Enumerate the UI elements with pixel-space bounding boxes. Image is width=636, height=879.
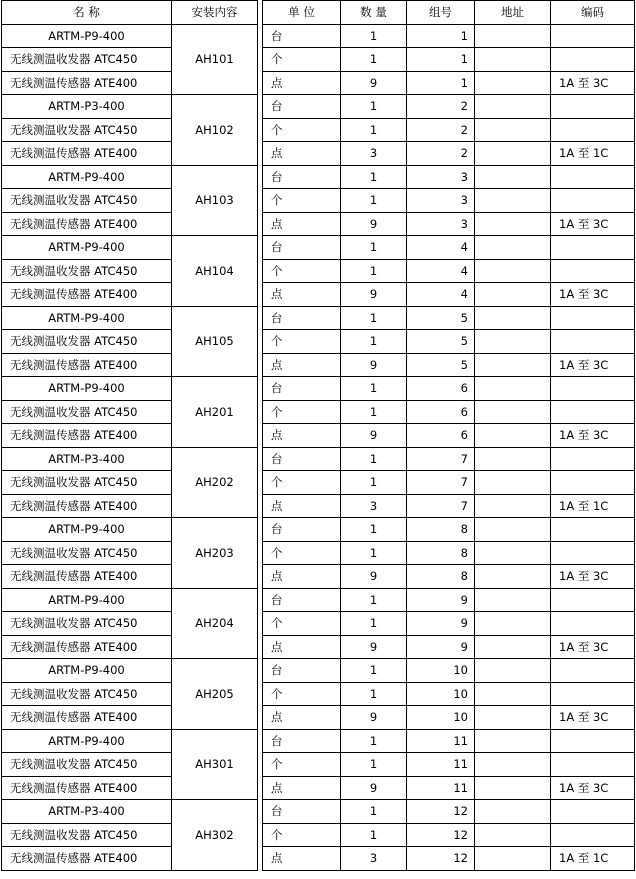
qty-cell: 1 xyxy=(341,236,407,260)
group-cell: 2 xyxy=(407,142,475,166)
code-cell: 1A 至 1C xyxy=(551,142,635,166)
code-cell xyxy=(551,259,635,283)
group-cell: 10 xyxy=(407,659,475,683)
address-cell xyxy=(475,377,551,401)
group-cell: 11 xyxy=(407,729,475,753)
code-cell xyxy=(551,729,635,753)
group-cell: 5 xyxy=(407,330,475,354)
code-cell: 1A 至 3C xyxy=(551,283,635,307)
code-cell xyxy=(551,753,635,777)
code-cell xyxy=(551,165,635,189)
unit-cell: 个 xyxy=(263,541,341,565)
table-row xyxy=(2,729,258,753)
qty-cell: 1 xyxy=(341,729,407,753)
unit-cell: 点 xyxy=(263,565,341,589)
group-cell: 12 xyxy=(407,800,475,824)
group-cell: 6 xyxy=(407,424,475,448)
address-cell xyxy=(475,283,551,307)
item-name-cell: 无线测温收发器 ATC450 xyxy=(2,48,172,72)
address-cell xyxy=(475,588,551,612)
code-cell xyxy=(551,823,635,847)
qty-cell: 1 xyxy=(341,682,407,706)
address-cell xyxy=(475,847,551,871)
table-row xyxy=(2,659,258,683)
qty-cell: 1 xyxy=(341,588,407,612)
item-name-cell: 无线测温传感器 ATE400 xyxy=(2,424,172,448)
install-location-cell: AH202 xyxy=(172,447,258,518)
table-row xyxy=(263,800,635,824)
item-name-cell: 无线测温收发器 ATC450 xyxy=(2,259,172,283)
code-cell: 1A 至 3C xyxy=(551,635,635,659)
address-cell xyxy=(475,118,551,142)
address-cell xyxy=(475,565,551,589)
code-cell xyxy=(551,541,635,565)
code-cell xyxy=(551,518,635,542)
unit-cell: 个 xyxy=(263,330,341,354)
table-row xyxy=(263,729,635,753)
address-cell xyxy=(475,541,551,565)
item-name-cell: 无线测温收发器 ATC450 xyxy=(2,400,172,424)
table-row xyxy=(2,800,258,824)
code-cell xyxy=(551,612,635,636)
address-cell xyxy=(475,800,551,824)
install-location-cell: AH103 xyxy=(172,165,258,236)
group-cell: 4 xyxy=(407,259,475,283)
table-row xyxy=(2,377,258,401)
unit-cell: 台 xyxy=(263,377,341,401)
group-cell: 9 xyxy=(407,588,475,612)
install-location-cell: AH201 xyxy=(172,377,258,448)
detail-table xyxy=(262,0,635,871)
install-location-cell: AH101 xyxy=(172,24,258,95)
unit-cell: 台 xyxy=(263,306,341,330)
header-unit: 单 位 xyxy=(263,1,341,25)
group-cell: 8 xyxy=(407,541,475,565)
unit-cell: 台 xyxy=(263,447,341,471)
unit-cell: 台 xyxy=(263,24,341,48)
address-cell xyxy=(475,353,551,377)
qty-cell: 1 xyxy=(341,95,407,119)
header-name: 名 称 xyxy=(2,1,172,25)
item-name-cell: ARTM-P9-400 xyxy=(2,306,172,330)
unit-cell: 点 xyxy=(263,847,341,871)
code-cell xyxy=(551,471,635,495)
unit-cell: 台 xyxy=(263,518,341,542)
item-name-cell: 无线测温传感器 ATE400 xyxy=(2,71,172,95)
unit-cell: 台 xyxy=(263,800,341,824)
group-cell: 12 xyxy=(407,847,475,871)
table-row xyxy=(263,494,635,518)
address-cell xyxy=(475,494,551,518)
qty-cell: 1 xyxy=(341,165,407,189)
address-cell xyxy=(475,400,551,424)
unit-cell: 点 xyxy=(263,353,341,377)
address-cell xyxy=(475,471,551,495)
group-cell: 9 xyxy=(407,635,475,659)
group-cell: 4 xyxy=(407,283,475,307)
item-name-cell: 无线测温传感器 ATE400 xyxy=(2,565,172,589)
group-cell: 8 xyxy=(407,518,475,542)
install-location-cell: AH301 xyxy=(172,729,258,800)
detail-body xyxy=(263,1,635,871)
group-cell: 5 xyxy=(407,306,475,330)
table-row xyxy=(263,259,635,283)
qty-cell: 1 xyxy=(341,800,407,824)
header-row xyxy=(2,1,258,25)
table-row xyxy=(263,189,635,213)
item-name-cell: ARTM-P3-400 xyxy=(2,800,172,824)
unit-cell: 个 xyxy=(263,612,341,636)
address-cell xyxy=(475,424,551,448)
qty-cell: 9 xyxy=(341,71,407,95)
table-row xyxy=(2,165,258,189)
code-cell xyxy=(551,330,635,354)
code-cell xyxy=(551,236,635,260)
group-cell: 7 xyxy=(407,471,475,495)
address-cell xyxy=(475,518,551,542)
item-name-cell: 无线测温传感器 ATE400 xyxy=(2,142,172,166)
code-cell: 1A 至 3C xyxy=(551,776,635,800)
group-cell: 6 xyxy=(407,400,475,424)
unit-cell: 个 xyxy=(263,400,341,424)
qty-cell: 1 xyxy=(341,518,407,542)
address-cell xyxy=(475,823,551,847)
table-row xyxy=(263,706,635,730)
code-cell xyxy=(551,306,635,330)
qty-cell: 1 xyxy=(341,612,407,636)
table-row xyxy=(263,682,635,706)
header-code: 编码 xyxy=(551,1,635,25)
code-cell xyxy=(551,95,635,119)
header-address: 地址 xyxy=(475,1,551,25)
unit-cell: 台 xyxy=(263,236,341,260)
qty-cell: 1 xyxy=(341,330,407,354)
table-row xyxy=(263,118,635,142)
qty-cell: 9 xyxy=(341,424,407,448)
address-cell xyxy=(475,165,551,189)
unit-cell: 点 xyxy=(263,635,341,659)
item-name-cell: ARTM-P9-400 xyxy=(2,729,172,753)
qty-cell: 1 xyxy=(341,24,407,48)
table-row xyxy=(263,377,635,401)
install-location-cell: AH102 xyxy=(172,95,258,166)
header-group: 组号 xyxy=(407,1,475,25)
unit-cell: 个 xyxy=(263,471,341,495)
table-row xyxy=(2,447,258,471)
group-cell: 9 xyxy=(407,612,475,636)
item-name-cell: ARTM-P9-400 xyxy=(2,165,172,189)
address-cell xyxy=(475,753,551,777)
unit-cell: 点 xyxy=(263,142,341,166)
code-cell: 1A 至 1C xyxy=(551,847,635,871)
code-cell xyxy=(551,800,635,824)
code-cell xyxy=(551,118,635,142)
code-cell xyxy=(551,24,635,48)
name-install-body xyxy=(2,1,258,871)
table-row xyxy=(263,565,635,589)
address-cell xyxy=(475,71,551,95)
group-cell: 1 xyxy=(407,24,475,48)
table-row xyxy=(263,48,635,72)
unit-cell: 台 xyxy=(263,659,341,683)
address-cell xyxy=(475,236,551,260)
qty-cell: 1 xyxy=(341,659,407,683)
group-cell: 12 xyxy=(407,823,475,847)
code-cell: 1A 至 3C xyxy=(551,424,635,448)
group-cell: 7 xyxy=(407,447,475,471)
code-cell xyxy=(551,659,635,683)
address-cell xyxy=(475,706,551,730)
group-cell: 3 xyxy=(407,165,475,189)
unit-cell: 台 xyxy=(263,588,341,612)
group-cell: 3 xyxy=(407,189,475,213)
address-cell xyxy=(475,635,551,659)
table-row xyxy=(263,447,635,471)
qty-cell: 1 xyxy=(341,541,407,565)
group-cell: 4 xyxy=(407,236,475,260)
item-name-cell: 无线测温收发器 ATC450 xyxy=(2,753,172,777)
qty-cell: 3 xyxy=(341,142,407,166)
qty-cell: 1 xyxy=(341,48,407,72)
qty-cell: 9 xyxy=(341,635,407,659)
table-row xyxy=(2,95,258,119)
qty-cell: 9 xyxy=(341,283,407,307)
item-name-cell: ARTM-P9-400 xyxy=(2,518,172,542)
item-name-cell: 无线测温传感器 ATE400 xyxy=(2,706,172,730)
group-cell: 11 xyxy=(407,776,475,800)
unit-cell: 点 xyxy=(263,706,341,730)
unit-cell: 个 xyxy=(263,682,341,706)
code-cell: 1A 至 3C xyxy=(551,71,635,95)
qty-cell: 1 xyxy=(341,753,407,777)
qty-cell: 9 xyxy=(341,706,407,730)
table-row xyxy=(263,518,635,542)
table-row xyxy=(2,588,258,612)
qty-cell: 1 xyxy=(341,259,407,283)
install-location-cell: AH105 xyxy=(172,306,258,377)
group-cell: 10 xyxy=(407,682,475,706)
install-location-cell: AH104 xyxy=(172,236,258,307)
code-cell xyxy=(551,48,635,72)
item-name-cell: 无线测温传感器 ATE400 xyxy=(2,283,172,307)
table-row xyxy=(263,400,635,424)
code-cell: 1A 至 3C xyxy=(551,212,635,236)
group-cell: 10 xyxy=(407,706,475,730)
table-row xyxy=(263,635,635,659)
table-row xyxy=(2,236,258,260)
install-location-cell: AH205 xyxy=(172,659,258,730)
install-location-cell: AH203 xyxy=(172,518,258,589)
item-name-cell: 无线测温传感器 ATE400 xyxy=(2,635,172,659)
unit-cell: 个 xyxy=(263,259,341,283)
item-name-cell: ARTM-P3-400 xyxy=(2,95,172,119)
unit-cell: 点 xyxy=(263,776,341,800)
address-cell xyxy=(475,142,551,166)
table-row xyxy=(263,165,635,189)
unit-cell: 个 xyxy=(263,118,341,142)
qty-cell: 1 xyxy=(341,823,407,847)
table-row xyxy=(263,847,635,871)
table-row xyxy=(2,306,258,330)
unit-cell: 点 xyxy=(263,424,341,448)
unit-cell: 个 xyxy=(263,189,341,213)
code-cell: 1A 至 3C xyxy=(551,706,635,730)
address-cell xyxy=(475,48,551,72)
unit-cell: 个 xyxy=(263,753,341,777)
unit-cell: 点 xyxy=(263,71,341,95)
item-name-cell: ARTM-P9-400 xyxy=(2,236,172,260)
table-row xyxy=(263,306,635,330)
unit-cell: 台 xyxy=(263,165,341,189)
item-name-cell: 无线测温收发器 ATC450 xyxy=(2,118,172,142)
group-cell: 7 xyxy=(407,494,475,518)
item-name-cell: ARTM-P9-400 xyxy=(2,377,172,401)
address-cell xyxy=(475,189,551,213)
table-row xyxy=(263,283,635,307)
item-name-cell: ARTM-P9-400 xyxy=(2,24,172,48)
address-cell xyxy=(475,212,551,236)
address-cell xyxy=(475,95,551,119)
table-row xyxy=(263,471,635,495)
address-cell xyxy=(475,659,551,683)
qty-cell: 1 xyxy=(341,189,407,213)
table-row xyxy=(263,588,635,612)
item-name-cell: 无线测温收发器 ATC450 xyxy=(2,682,172,706)
group-cell: 1 xyxy=(407,71,475,95)
item-name-cell: 无线测温收发器 ATC450 xyxy=(2,612,172,636)
item-name-cell: 无线测温传感器 ATE400 xyxy=(2,494,172,518)
unit-cell: 台 xyxy=(263,95,341,119)
item-name-cell: 无线测温传感器 ATE400 xyxy=(2,353,172,377)
item-name-cell: ARTM-P3-400 xyxy=(2,447,172,471)
group-cell: 11 xyxy=(407,753,475,777)
header-row xyxy=(263,1,635,25)
table-row xyxy=(263,353,635,377)
table-row xyxy=(263,71,635,95)
header-qty: 数 量 xyxy=(341,1,407,25)
code-cell xyxy=(551,400,635,424)
qty-cell: 1 xyxy=(341,118,407,142)
install-location-cell: AH302 xyxy=(172,800,258,871)
item-name-cell: ARTM-P9-400 xyxy=(2,588,172,612)
qty-cell: 1 xyxy=(341,377,407,401)
code-cell: 1A 至 3C xyxy=(551,353,635,377)
item-name-cell: 无线测温传感器 ATE400 xyxy=(2,847,172,871)
address-cell xyxy=(475,306,551,330)
qty-cell: 9 xyxy=(341,212,407,236)
unit-cell: 个 xyxy=(263,823,341,847)
code-cell xyxy=(551,447,635,471)
table-row xyxy=(2,24,258,48)
code-cell xyxy=(551,588,635,612)
qty-cell: 9 xyxy=(341,776,407,800)
unit-cell: 点 xyxy=(263,494,341,518)
item-name-cell: 无线测温收发器 ATC450 xyxy=(2,471,172,495)
qty-cell: 3 xyxy=(341,847,407,871)
qty-cell: 9 xyxy=(341,565,407,589)
address-cell xyxy=(475,330,551,354)
group-cell: 2 xyxy=(407,118,475,142)
item-name-cell: ARTM-P9-400 xyxy=(2,659,172,683)
address-cell xyxy=(475,259,551,283)
address-cell xyxy=(475,776,551,800)
qty-cell: 9 xyxy=(341,353,407,377)
qty-cell: 3 xyxy=(341,494,407,518)
table-row xyxy=(263,541,635,565)
qty-cell: 1 xyxy=(341,306,407,330)
item-name-cell: 无线测温传感器 ATE400 xyxy=(2,212,172,236)
table-row xyxy=(263,24,635,48)
table-row xyxy=(263,330,635,354)
qty-cell: 1 xyxy=(341,400,407,424)
table-row xyxy=(263,612,635,636)
unit-cell: 台 xyxy=(263,729,341,753)
table-row xyxy=(263,95,635,119)
name-install-table xyxy=(1,0,258,871)
address-cell xyxy=(475,612,551,636)
unit-cell: 点 xyxy=(263,283,341,307)
install-location-cell: AH204 xyxy=(172,588,258,659)
address-cell xyxy=(475,682,551,706)
item-name-cell: 无线测温收发器 ATC450 xyxy=(2,189,172,213)
code-cell: 1A 至 3C xyxy=(551,565,635,589)
item-name-cell: 无线测温收发器 ATC450 xyxy=(2,330,172,354)
table-row xyxy=(263,776,635,800)
table-row xyxy=(263,142,635,166)
table-row xyxy=(263,236,635,260)
address-cell xyxy=(475,447,551,471)
table-row xyxy=(263,659,635,683)
table-row xyxy=(263,424,635,448)
qty-cell: 1 xyxy=(341,471,407,495)
table-row xyxy=(2,518,258,542)
header-install: 安装内容 xyxy=(172,1,258,25)
group-cell: 1 xyxy=(407,48,475,72)
group-cell: 5 xyxy=(407,353,475,377)
address-cell xyxy=(475,24,551,48)
group-cell: 8 xyxy=(407,565,475,589)
table-row xyxy=(263,823,635,847)
item-name-cell: 无线测温收发器 ATC450 xyxy=(2,541,172,565)
code-cell xyxy=(551,682,635,706)
table-row xyxy=(263,212,635,236)
item-name-cell: 无线测温传感器 ATE400 xyxy=(2,776,172,800)
unit-cell: 个 xyxy=(263,48,341,72)
qty-cell: 1 xyxy=(341,447,407,471)
address-cell xyxy=(475,729,551,753)
item-name-cell: 无线测温收发器 ATC450 xyxy=(2,823,172,847)
group-cell: 3 xyxy=(407,212,475,236)
group-cell: 6 xyxy=(407,377,475,401)
code-cell xyxy=(551,189,635,213)
unit-cell: 点 xyxy=(263,212,341,236)
code-cell xyxy=(551,377,635,401)
code-cell: 1A 至 1C xyxy=(551,494,635,518)
table-row xyxy=(263,753,635,777)
group-cell: 2 xyxy=(407,95,475,119)
